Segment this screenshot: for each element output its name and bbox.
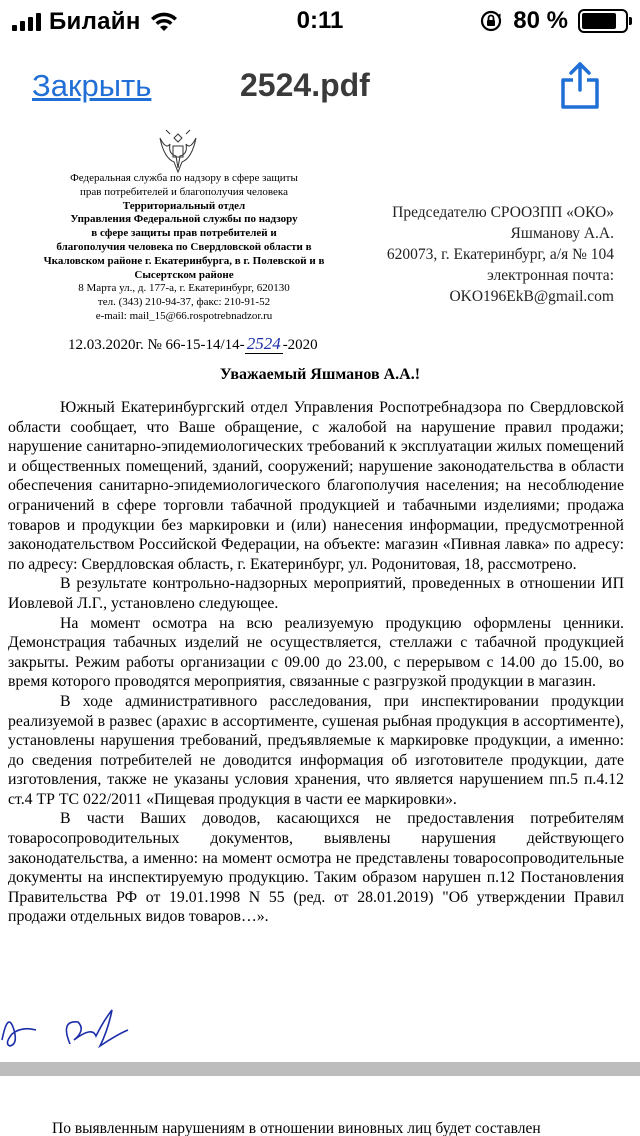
recipient-line: Председателю СРООЗПП «ОКО» — [392, 204, 614, 221]
sender-line: Федеральная служба по надзору в сфере защиты — [70, 172, 298, 184]
sender-phone: тел. (343) 210-94-37, факс: 210-91-52 — [97, 296, 271, 309]
rotation-lock-icon — [479, 9, 503, 33]
greeting: Уважаемый Яшманов А.А.! — [219, 366, 421, 383]
outgoing-suffix: -2020 — [282, 337, 318, 353]
nav-bar — [0, 50, 640, 120]
share-icon[interactable] — [558, 60, 602, 110]
sender-line: Управления Федеральной службы по надзору — [70, 213, 298, 226]
battery-icon — [578, 9, 628, 33]
handwritten-number: 2524 — [246, 334, 281, 353]
paragraph: На момент осмотра на всю реализуемую продукцию оформлены ценники. Демонстрация табачных изделий не осуществляется, стеллажи с табачной продукцией закрыты. Режим работы организации с 09.00 до 23.00, с перерывом с 14.00 до 15.00, во время которого проводятся мероприятия, связанные с разгрузкой продукции в магазин. — [8, 614, 624, 691]
signatures — [0, 1000, 160, 1060]
sender-email: e-mail: mail_15@66.rospotrebnadzor.ru — [95, 309, 273, 322]
paragraph: Южный Екатеринбургский отдел Управления Роспотребнадзора по Свердловской области сообщает, что Ваше обращение, с жалобой на нарушение правил продажи; нарушение санитарно-эпидемиологических требований к эксплуатации жилых помещений и общественных помещений, зданий, сооружений; нарушение законодательства в области обеспечения санитарно-эпидемиологического благополучия населения; на несоблюдение ограничений в сфере торговли табачной продукцией и табачными изделиями; продажа товаров и продукции без маркировки и (или) нанесения информации, предусмотренной законодательством Российской Федерации, на объекте: магазин «Пивная лавка» по адресу: по адресу: Свердловская область, г. Екатеринбург, ул. Родонитовая, 18, рассмотрено. — [8, 399, 624, 573]
status-bar — [0, 0, 640, 42]
recipient-block — [360, 202, 614, 307]
pdf-page[interactable] — [0, 120, 640, 1060]
sender-line: Территориальный отдел — [122, 199, 246, 212]
paragraph: По выявленным нарушениям в отношении виновных лиц будет составлен — [52, 1120, 541, 1136]
sender-line: Сысертском районе — [134, 268, 234, 281]
outgoing-prefix: 12.03.2020г. № 66-15-14/14- — [68, 337, 245, 353]
sender-line: прав потребителей и благополучия человека — [80, 185, 288, 198]
document-title: 2524.pdf — [240, 67, 370, 103]
page-separator — [0, 1062, 640, 1076]
carrier-name: Билайн — [49, 8, 141, 35]
sender-line: Чкаловском районе г. Екатеринбурга, в г. Полевской и в — [43, 254, 325, 267]
recipient-line: электронная почта: — [487, 267, 614, 284]
paragraph: В части Ваших доводов, касающихся не предоставления потребителям товаросопроводительных документов, выявлены нарушения действующего законодательства, а именно: на момент осмотра не представлены товаросопроводительные документы на инспектируемую продукцию. Таким образом нарушен п.12 Постановления Правительства РФ от 19.01.1998 N 55 (ред. от 28.01.2019) "Об утверждении Правил продажи отдельных видов товаров…». — [8, 810, 624, 926]
pdf-page-2[interactable] — [0, 1076, 640, 1136]
letter-body — [8, 398, 624, 927]
recipient-line: 620073, г. Екатеринбург, а/я № 104 — [386, 246, 614, 263]
sender-line: в сфере защиты прав потребителей и — [91, 227, 277, 240]
coat-of-arms-icon — [156, 128, 200, 174]
status-right — [479, 7, 628, 35]
recipient-email: OKO196EkB@gmail.com — [449, 288, 614, 305]
paragraph: В результате контрольно-надзорных мероприятий, проведенных в отношении ИП Иовлевой Л.Г., установлено следующее. — [8, 575, 624, 612]
sender-block — [14, 172, 354, 324]
status-time: 0:11 — [296, 7, 344, 34]
battery-percent: 80 % — [513, 7, 568, 34]
recipient-line: Яшманову А.А. — [510, 225, 614, 242]
sender-address: 8 Марта ул., д. 177-а, г. Екатеринбург, 620130 — [78, 282, 290, 295]
sender-line: благополучия человека по Свердловской области в — [56, 240, 312, 253]
paragraph: В ходе административного расследования, при инспектировании продукции реализуемой в развес (арахис в ассортименте, сушеная рыбная продукция в ассортименте), установлены нарушения требований, предъявляемые к маркировке продукции, а именно: до сведения потребителей не доводится информация об изготовителе продукции, дате изготовления, также не указаны условия хранения, что является нарушением пп.5 п.4.12 ст.4 ТР ТС 022/2011 «Пищевая продукция в части ее маркировки». — [8, 692, 624, 808]
outgoing-number — [68, 334, 318, 354]
close-button[interactable]: Закрыть — [32, 68, 152, 103]
